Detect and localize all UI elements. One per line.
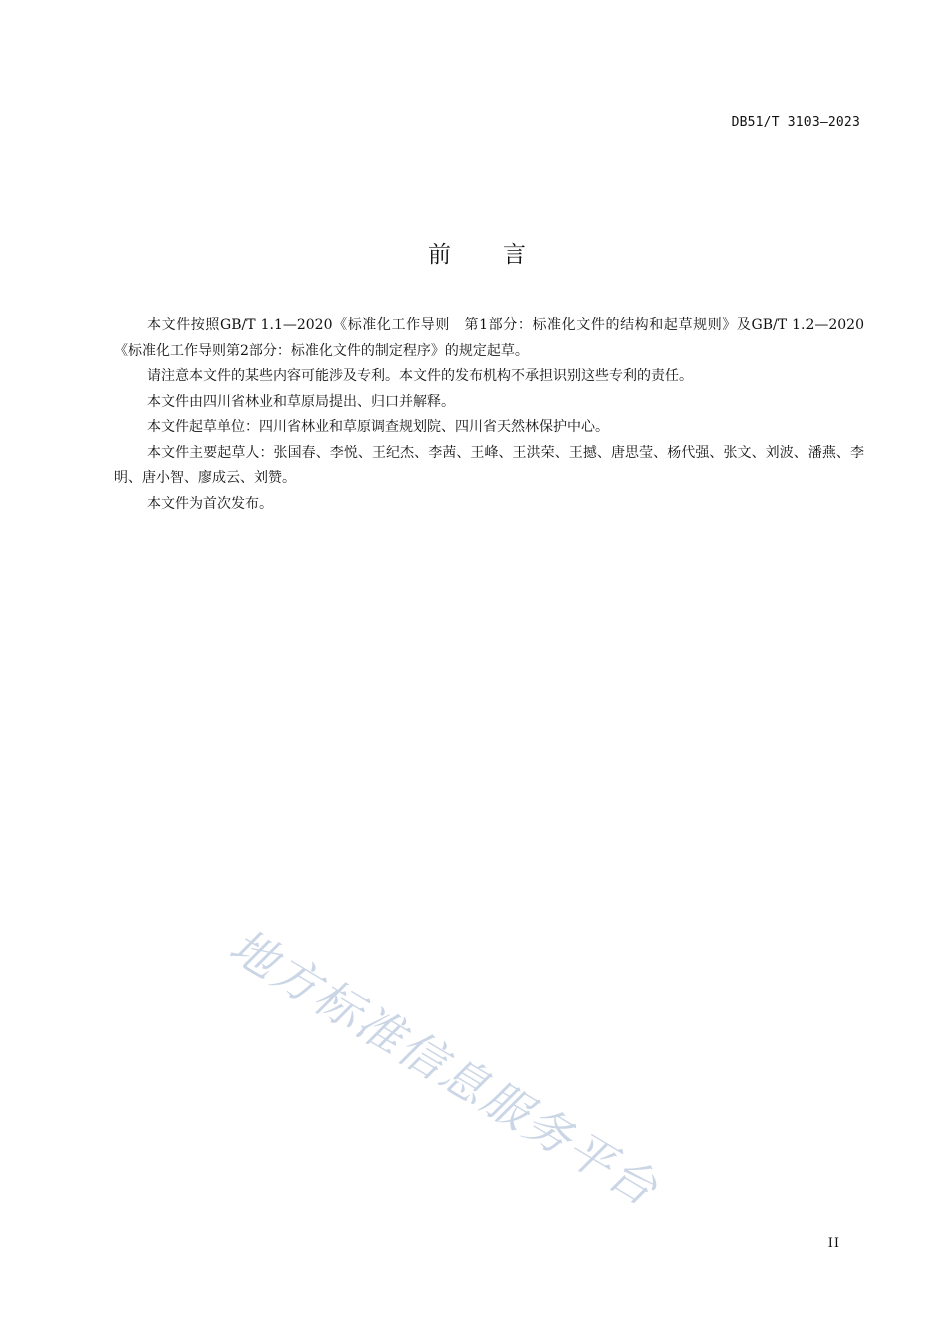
- paragraph-drafting-units: 本文件起草单位：四川省林业和草原调查规划院、四川省天然林保护中心。: [147, 419, 609, 435]
- paragraph-first-release: 本文件为首次发布。: [147, 495, 273, 512]
- paragraph-drafting-rules: 本文件按照GB/T 1.1—2020《标准化工作导则 第1部分：标准化文件的结构和起草规则》及GB/T 1.2—2020《标准化工作导则第2部分：标准化文件的制定程序》的规定起草。: [114, 317, 864, 359]
- page-number: II: [827, 1236, 840, 1251]
- paragraph-drafters: 本文件主要起草人：张国春、李悦、王纪杰、李茜、王峰、王洪荣、王撼、唐思莹、杨代强、张文、刘波、潘燕、李明、唐小智、廖成云、刘赞。: [114, 444, 864, 486]
- watermark: 地方标准信息服务平台: [220, 918, 669, 1218]
- paragraph-patent-notice: 请注意本文件的某些内容可能涉及专利。本文件的发布机构不承担识别这些专利的责任。: [147, 368, 693, 384]
- paragraph-proposer: 本文件由四川省林业和草原局提出、归口并解释。: [147, 393, 455, 410]
- foreword-body: [114, 313, 864, 517]
- page-title: 前言: [428, 242, 578, 268]
- document-code: DB51/T 3103—2023: [731, 115, 860, 130]
